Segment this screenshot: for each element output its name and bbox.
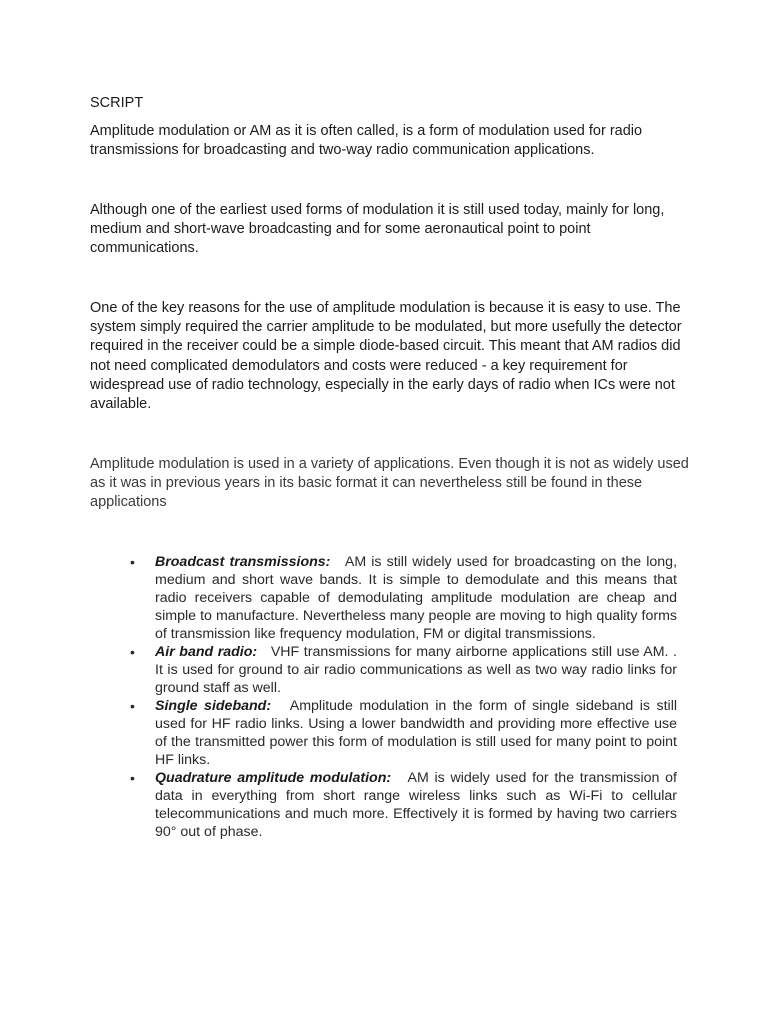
paragraph-history: Although one of the earliest used forms of modulation it is still used today, mainly for long, medium and short-wave broadcasting and for some aeronautical point to point communications. — [90, 202, 665, 257]
bullet-icon: • — [130, 644, 135, 660]
list-item — [0, 643, 677, 697]
list-item — [0, 697, 677, 769]
bullet-text: AM is still widely used for broadcasting on the long, medium and short wave bands. It is simple to demodulate and this means that radio receivers capable of demodulating amplitude modulation are cheap and simple to manufacture. Nevertheless many people are moving to high quality forms of transmission like frequency modulation, FM or digital transmissions. — [155, 554, 678, 642]
bullet-term: Air band radio: — [155, 644, 258, 660]
paragraph-intro: Amplitude modulation or AM as it is often called, is a form of modulation used for radio transmissions for broadcasting and two-way radio communication applications. — [90, 123, 643, 159]
applications-list — [0, 553, 768, 841]
bullet-text: AM is widely used for the transmission of data in everything from short range wireless links such as Wi-Fi to cellular telecommunications and much more. Effectively it is formed by having two carriers 90° out of phase. — [155, 770, 677, 840]
paragraph-reasons: One of the key reasons for the use of amplitude modulation is because it is easy to use. The system simply required the carrier amplitude to be modulated, but more usefully the detector required in the receiver could be a simple diode-based circuit. This meant that AM radios did not need complicated demodulators and costs were reduced - a key requirement for widespread use of radio technology, especially in the early days of radio when ICs were not available. — [90, 300, 682, 413]
paragraph-applications: Amplitude modulation is used in a variety of applications. Even though it is not as widely used as it was in previous years in its basic format it can nevertheless still be found in these applications — [90, 456, 689, 511]
bullet-icon: • — [130, 770, 135, 786]
bullet-term: Single sideband: — [155, 698, 272, 714]
bullet-icon: • — [130, 554, 135, 570]
bullet-term: Quadrature amplitude modulation: — [155, 770, 392, 786]
bullet-icon: • — [130, 698, 135, 714]
list-item — [0, 553, 677, 643]
document-heading: SCRIPT — [90, 95, 144, 111]
bullet-text: VHF transmissions for many airborne applications still use AM. . It is used for ground to air radio communications as well as two way radio links for ground staff as well. — [155, 644, 677, 696]
bullet-term: Broadcast transmissions: — [155, 554, 331, 570]
list-item — [0, 769, 677, 841]
bullet-text: Amplitude modulation in the form of single sideband is still used for HF radio links. Using a lower bandwidth and providing more effective use of the transmitted power this form of modulation is still used for many point to point HF links. — [155, 698, 677, 768]
